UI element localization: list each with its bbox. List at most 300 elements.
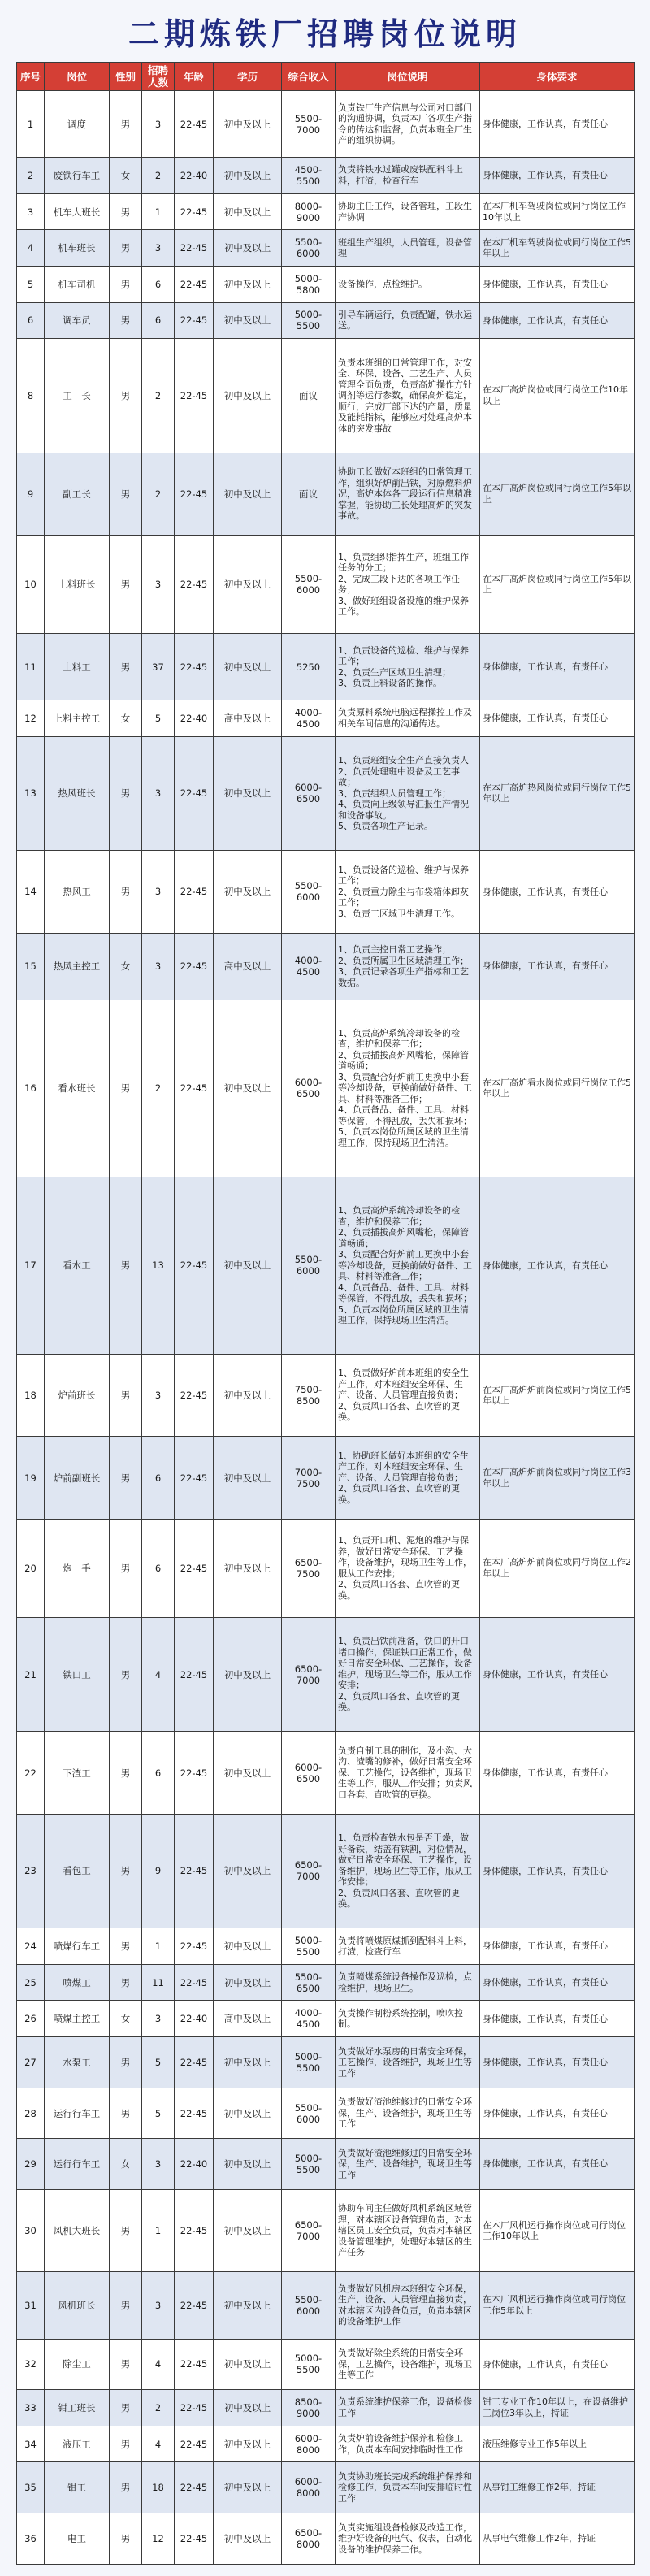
row-gender: 男: [110, 736, 142, 850]
row-description: 负责铁厂生产信息与公司对口部门的沟通协调，负责本厂各项生产指令的传达和监督，负责本班全厂生产的组织协调。: [336, 91, 480, 158]
row-number: 34: [17, 2426, 45, 2462]
row-post: 除尘工: [45, 2339, 110, 2390]
row-income: 5000-5500: [282, 2139, 336, 2190]
row-requirement: 在本厂高炉热风岗位或同行岗位工作5年以上: [480, 736, 635, 850]
row-requirement: 在本厂高炉炉前岗位或同行岗位工作5年以上: [480, 1354, 635, 1437]
table-row: [17, 1519, 635, 1617]
row-requirement: 身体健康，工作认真，有责任心: [480, 1177, 635, 1354]
row-age: 22-45: [175, 2088, 214, 2139]
row-description: 负责本班组的日常管理工作，对安全、环保、设备、工艺生产、人员管理全面负责，负责高炉操作方针调剂等运行参数，确保高炉稳定，顺行，完成厂部下达的产量，质量及能耗指标，能够应对处理高炉本体的突发事故: [336, 339, 480, 453]
row-income: 4000-4500: [282, 700, 336, 737]
row-education: 初中及以上: [214, 1814, 282, 1928]
row-requirement: 身体健康，工作认真，有责任心: [480, 266, 635, 302]
row-post: 机车大班长: [45, 193, 110, 230]
table-row: [17, 700, 635, 737]
row-description: 负责喷煤系统设备操作及巡检，点检维护，现场卫生。: [336, 1964, 480, 2001]
row-gender: 女: [110, 933, 142, 1000]
row-description: 负责实施组设备检修及改造工作，维护好设备的电气、仪表，自动化设备的维护保养工作。: [336, 2513, 480, 2565]
header-gender: 性别: [110, 63, 142, 91]
header-description: 岗位说明: [336, 63, 480, 91]
row-post: 看包工: [45, 1814, 110, 1928]
row-education: 初中及以上: [214, 2088, 282, 2139]
row-count: 2: [142, 339, 175, 453]
row-income: 6000-8000: [282, 2462, 336, 2513]
row-gender: 男: [110, 91, 142, 158]
row-count: 6: [142, 266, 175, 302]
row-number: 4: [17, 230, 45, 267]
row-count: 3: [142, 1354, 175, 1437]
row-gender: 男: [110, 1177, 142, 1354]
table-row: [17, 1964, 635, 2001]
row-requirement: 身体健康，工作认真，有责任心: [480, 851, 635, 934]
row-count: 2: [142, 2390, 175, 2426]
row-age: 22-45: [175, 2426, 214, 2462]
row-post: 上料工: [45, 634, 110, 700]
row-education: 初中及以上: [214, 230, 282, 267]
row-description: 1、负责开口机、泥炮的维护与保养，做好日常安全环保、工艺操作，设备维护，现场卫生等工作，服从工作安排； 2、负责风口各套、直吹管的更换。: [336, 1519, 480, 1617]
row-education: 初中及以上: [214, 1437, 282, 1520]
row-age: 22-45: [175, 851, 214, 934]
table-row: [17, 1354, 635, 1437]
row-requirement: 身体健康，工作认真，有责任心: [480, 1964, 635, 2001]
row-post: 机车班长: [45, 230, 110, 267]
row-number: 30: [17, 2189, 45, 2272]
row-description: 协助主任工作，设备管理，工段生产协调: [336, 193, 480, 230]
page-title: 二期炼铁厂招聘岗位说明: [128, 15, 522, 52]
row-number: 33: [17, 2390, 45, 2426]
row-gender: 男: [110, 302, 142, 339]
row-education: 初中及以上: [214, 2272, 282, 2339]
row-post: 工 长: [45, 339, 110, 453]
row-post: 钳工: [45, 2462, 110, 2513]
row-requirement: 在本厂风机运行操作岗位或同行岗位工作10年以上: [480, 2189, 635, 2272]
row-requirement: 钳工专业工作10年以上，在设备维护工岗位3年以上，持证: [480, 2390, 635, 2426]
row-number: 21: [17, 1617, 45, 1731]
table-row: [17, 2189, 635, 2272]
row-income: 面议: [282, 339, 336, 453]
row-gender: 男: [110, 1732, 142, 1815]
row-education: 初中及以上: [214, 2462, 282, 2513]
table-row: [17, 302, 635, 339]
row-education: 初中及以上: [214, 453, 282, 536]
row-count: 2: [142, 453, 175, 536]
row-gender: 女: [110, 2001, 142, 2037]
row-number: 26: [17, 2001, 45, 2037]
row-requirement: 在本厂高炉岗位或同行岗位工作5年以上: [480, 536, 635, 634]
row-count: 9: [142, 1814, 175, 1928]
table-row: [17, 2390, 635, 2426]
row-number: 28: [17, 2088, 45, 2139]
row-description: 负责做好水泵房的日常安全环保，工艺操作，设备维护，现场卫生等工作: [336, 2037, 480, 2088]
row-education: 初中及以上: [214, 2139, 282, 2190]
row-income: 8500-9000: [282, 2390, 336, 2426]
row-post: 喷煤工: [45, 1964, 110, 2001]
row-age: 22-45: [175, 1928, 214, 1965]
row-age: 22-45: [175, 302, 214, 339]
row-age: 22-45: [175, 1964, 214, 2001]
row-post: 炉前班长: [45, 1354, 110, 1437]
table-row: [17, 933, 635, 1000]
table-row: [17, 339, 635, 453]
row-income: 5000-5800: [282, 266, 336, 302]
row-description: 负责将铁水过罐或废铁配料斗上料，打渣，检查行车: [336, 158, 480, 194]
row-age: 22-45: [175, 453, 214, 536]
row-income: 5500-6000: [282, 536, 336, 634]
row-gender: 男: [110, 1928, 142, 1965]
row-number: 31: [17, 2272, 45, 2339]
table-row: [17, 1928, 635, 1965]
row-number: 13: [17, 736, 45, 850]
row-requirement: 身体健康，工作认真，有责任心: [480, 933, 635, 1000]
table-row: [17, 851, 635, 934]
row-number: 5: [17, 266, 45, 302]
row-gender: 男: [110, 193, 142, 230]
row-income: 6500-7000: [282, 1617, 336, 1731]
row-post: 上料主控工: [45, 700, 110, 737]
row-age: 22-45: [175, 2513, 214, 2565]
row-count: 3: [142, 2272, 175, 2339]
row-requirement: 在本厂高炉炉前岗位或同行岗位工作2年以上: [480, 1519, 635, 1617]
row-post: 下渣工: [45, 1732, 110, 1815]
row-gender: 男: [110, 2513, 142, 2565]
row-education: 初中及以上: [214, 1964, 282, 2001]
row-post: 调车员: [45, 302, 110, 339]
row-post: 风机大班长: [45, 2189, 110, 2272]
row-number: 2: [17, 158, 45, 194]
header-count: 招聘人数: [142, 63, 175, 91]
row-count: 3: [142, 536, 175, 634]
row-gender: 男: [110, 634, 142, 700]
row-gender: 男: [110, 1519, 142, 1617]
row-age: 22-45: [175, 2462, 214, 2513]
row-description: 1、负责高炉系统冷却设备的检查，维护和保养工作； 2、负责插拔高炉风嘴枪，保障管道畅通； 3、负责配合好炉前工更换中小套等冷却设备，更换前做好备件、工具、材料等准备工作； 4、负责备品、备件、工具、材料等保管，不得乱放，丢失和损坏； 5、负责本岗位所属区域的卫生清理工作，保持现场卫生清洁。: [336, 1177, 480, 1354]
row-number: 36: [17, 2513, 45, 2565]
row-number: 32: [17, 2339, 45, 2390]
row-education: 初中及以上: [214, 851, 282, 934]
row-description: 引导车辆运行，负责配罐，铁水运送。: [336, 302, 480, 339]
row-education: 初中及以上: [214, 2339, 282, 2390]
row-count: 5: [142, 2037, 175, 2088]
row-age: 22-45: [175, 1732, 214, 1815]
row-income: 6500-8000: [282, 2513, 336, 2565]
row-post: 炉前副班长: [45, 1437, 110, 1520]
header-no: 序号: [17, 63, 45, 91]
row-age: 22-45: [175, 536, 214, 634]
row-description: 1、负责班组安全生产直接负责人 2、负责处理班中设备及工艺事故； 3、负责组织人员管理工作； 4、负责向上级领导汇报生产情况和设备事故。 5、负责各项生产记录。: [336, 736, 480, 850]
row-education: 初中及以上: [214, 1617, 282, 1731]
row-number: 19: [17, 1437, 45, 1520]
row-requirement: 身体健康，工作认真，有责任心: [480, 91, 635, 158]
table-row: [17, 1732, 635, 1815]
row-count: 5: [142, 700, 175, 737]
table-row: [17, 1814, 635, 1928]
row-education: 高中及以上: [214, 933, 282, 1000]
row-number: 22: [17, 1732, 45, 1815]
table-row: [17, 1617, 635, 1731]
row-requirement: 身体健康，工作认真，有责任心: [480, 1928, 635, 1965]
header-requirement: 身体要求: [480, 63, 635, 91]
row-post: 热风班长: [45, 736, 110, 850]
row-education: 初中及以上: [214, 2513, 282, 2565]
row-age: 22-45: [175, 1617, 214, 1731]
row-gender: 男: [110, 1964, 142, 2001]
row-gender: 男: [110, 1617, 142, 1731]
row-education: 初中及以上: [214, 339, 282, 453]
table-row: [17, 2139, 635, 2190]
row-description: 负责做好除尘系统的日常安全环保，工艺操作，设备维护，现场卫生等工作: [336, 2339, 480, 2390]
row-count: 1: [142, 1928, 175, 1965]
row-description: 负责做好渣池维修过的日常安全环保，生产、设备维护，现场卫生等工作: [336, 2088, 480, 2139]
table-row: [17, 2339, 635, 2390]
row-post: 看水工: [45, 1177, 110, 1354]
row-requirement: 从事钳工维修工作2年，持证: [480, 2462, 635, 2513]
row-requirement: 在本厂高炉看水岗位或同行岗位工作5年以上: [480, 1000, 635, 1177]
header-income: 综合收入: [282, 63, 336, 91]
table-row: [17, 2513, 635, 2565]
row-requirement: 身体健康，工作认真，有责任心: [480, 700, 635, 737]
row-gender: 男: [110, 2272, 142, 2339]
row-gender: 男: [110, 2088, 142, 2139]
table-row: [17, 2037, 635, 2088]
table-row: [17, 1177, 635, 1354]
row-education: 初中及以上: [214, 536, 282, 634]
row-count: 6: [142, 1732, 175, 1815]
row-count: 3: [142, 736, 175, 850]
row-count: 37: [142, 634, 175, 700]
row-income: 5000-5500: [282, 2339, 336, 2390]
row-age: 22-45: [175, 1177, 214, 1354]
row-count: 13: [142, 1177, 175, 1354]
row-number: 35: [17, 2462, 45, 2513]
row-age: 22-45: [175, 2272, 214, 2339]
row-description: 协助车间主任做好风机系统区域管理，对本辖区设备管理负责，对本辖区员工安全负责，负责对本辖区设备管理维护，处理好本辖区的生产任务: [336, 2189, 480, 2272]
row-number: 14: [17, 851, 45, 934]
table-row: [17, 536, 635, 634]
row-age: 22-45: [175, 1519, 214, 1617]
row-post: 水泵工: [45, 2037, 110, 2088]
row-education: 初中及以上: [214, 91, 282, 158]
row-age: 22-45: [175, 933, 214, 1000]
row-count: 4: [142, 2339, 175, 2390]
row-count: 3: [142, 851, 175, 934]
table-row: [17, 2462, 635, 2513]
row-requirement: 身体健康，工作认真，有责任心: [480, 2088, 635, 2139]
row-number: 10: [17, 536, 45, 634]
table-row: [17, 158, 635, 194]
row-income: 5500-7000: [282, 91, 336, 158]
row-number: 24: [17, 1928, 45, 1965]
row-number: 16: [17, 1000, 45, 1177]
row-number: 23: [17, 1814, 45, 1928]
row-description: 负责原料系统电脑远程操控工作及相关车间信息的沟通传达。: [336, 700, 480, 737]
row-age: 22-45: [175, 736, 214, 850]
row-number: 1: [17, 91, 45, 158]
row-education: 初中及以上: [214, 158, 282, 194]
row-description: 班组生产组织，人员管理，设备管理: [336, 230, 480, 267]
row-education: 初中及以上: [214, 1000, 282, 1177]
row-age: 22-40: [175, 2139, 214, 2190]
row-description: 1、负责组织指挥生产，班组工作任务的分工； 2、完成工段下达的各项工作任务； 3、做好班组设备设施的维护保养工作。: [336, 536, 480, 634]
row-requirement: 在本厂风机运行操作岗位或同行岗位工作5年以上: [480, 2272, 635, 2339]
header-post: 岗位: [45, 63, 110, 91]
row-education: 初中及以上: [214, 1519, 282, 1617]
row-count: 3: [142, 2139, 175, 2190]
row-description: 设备操作，点检维护。: [336, 266, 480, 302]
row-gender: 女: [110, 700, 142, 737]
row-post: 喷煤行车工: [45, 1928, 110, 1965]
row-count: 18: [142, 2462, 175, 2513]
row-education: 高中及以上: [214, 700, 282, 737]
row-age: 22-45: [175, 2339, 214, 2390]
row-description: 协助工长做好本班组的日常管理工作，组织好炉前出铁，对原燃料炉况，高炉本体各工段运行信息精准掌握，能协助工长处理高炉的突发事故。: [336, 453, 480, 536]
row-income: 5000-5500: [282, 1928, 336, 1965]
row-count: 2: [142, 1000, 175, 1177]
row-count: 2: [142, 158, 175, 194]
table-body: [17, 91, 635, 2565]
row-income: 6000-6500: [282, 736, 336, 850]
row-income: 6500-7000: [282, 2189, 336, 2272]
row-education: 初中及以上: [214, 1354, 282, 1437]
row-count: 4: [142, 1617, 175, 1731]
row-number: 12: [17, 700, 45, 737]
row-description: 负责系统维护保养工作，设备检修工作: [336, 2390, 480, 2426]
row-description: 负责炉前设备维护保养和检修工作，负责本车间安排临时性工作: [336, 2426, 480, 2462]
row-age: 22-45: [175, 266, 214, 302]
row-age: 22-45: [175, 1814, 214, 1928]
row-count: 6: [142, 1519, 175, 1617]
row-number: 20: [17, 1519, 45, 1617]
row-gender: 男: [110, 851, 142, 934]
row-number: 3: [17, 193, 45, 230]
table-row: [17, 453, 635, 536]
row-gender: 男: [110, 1354, 142, 1437]
row-post: 铁口工: [45, 1617, 110, 1731]
row-education: 初中及以上: [214, 2037, 282, 2088]
header-education: 学历: [214, 63, 282, 91]
row-count: 6: [142, 1437, 175, 1520]
row-number: 9: [17, 453, 45, 536]
table-row: [17, 2088, 635, 2139]
row-requirement: 身体健康，工作认真，有责任心: [480, 1814, 635, 1928]
row-number: 17: [17, 1177, 45, 1354]
row-gender: 女: [110, 2139, 142, 2190]
row-requirement: 液压维修专业工作5年以上: [480, 2426, 635, 2462]
row-education: 高中及以上: [214, 2001, 282, 2037]
row-income: 5250: [282, 634, 336, 700]
row-number: 25: [17, 1964, 45, 2001]
row-requirement: 在本厂机车驾驶岗位或同行岗位工作10年以上: [480, 193, 635, 230]
row-post: 液压工: [45, 2426, 110, 2462]
row-requirement: 身体健康，工作认真，有责任心: [480, 2339, 635, 2390]
row-income: 5500-6000: [282, 2272, 336, 2339]
row-requirement: 身体健康，工作认真，有责任心: [480, 2001, 635, 2037]
row-income: 6000-6500: [282, 1732, 336, 1815]
table-row: [17, 2272, 635, 2339]
row-income: 面议: [282, 453, 336, 536]
row-income: 4000-4500: [282, 933, 336, 1000]
row-gender: 男: [110, 1437, 142, 1520]
row-count: 3: [142, 230, 175, 267]
row-income: 7500-8500: [282, 1354, 336, 1437]
row-age: 22-45: [175, 2037, 214, 2088]
row-number: 18: [17, 1354, 45, 1437]
row-post: 机车司机: [45, 266, 110, 302]
row-age: 22-45: [175, 193, 214, 230]
row-age: 22-45: [175, 634, 214, 700]
row-description: 负责操作制粉系统控制，喷吹控制。: [336, 2001, 480, 2037]
row-age: 22-45: [175, 339, 214, 453]
row-post: 钳工班长: [45, 2390, 110, 2426]
row-income: 8000-9000: [282, 193, 336, 230]
row-count: 3: [142, 2001, 175, 2037]
row-description: 负责将喷煤原煤抓到配料斗上料，打渣，检查行车: [336, 1928, 480, 1965]
row-post: 看水班长: [45, 1000, 110, 1177]
row-count: 1: [142, 193, 175, 230]
row-description: 1、负责设备的巡检、维护与保养工作； 2、负责生产区域卫生清理； 3、负责上料设备的操作。: [336, 634, 480, 700]
row-post: 热风工: [45, 851, 110, 934]
row-number: 6: [17, 302, 45, 339]
row-education: 初中及以上: [214, 193, 282, 230]
row-requirement: 在本厂高炉岗位或同行岗位工作10年以上: [480, 339, 635, 453]
row-income: 5500-6000: [282, 2088, 336, 2139]
row-count: 4: [142, 2426, 175, 2462]
row-gender: 男: [110, 2189, 142, 2272]
row-requirement: 身体健康，工作认真，有责任心: [480, 634, 635, 700]
row-number: 29: [17, 2139, 45, 2190]
row-income: 6000-6500: [282, 1000, 336, 1177]
row-income: 6500-7500: [282, 1519, 336, 1617]
row-number: 15: [17, 933, 45, 1000]
row-education: 初中及以上: [214, 302, 282, 339]
row-education: 初中及以上: [214, 736, 282, 850]
row-post: 调度: [45, 91, 110, 158]
row-education: 初中及以上: [214, 2189, 282, 2272]
row-education: 初中及以上: [214, 1177, 282, 1354]
row-income: 5500-6000: [282, 1177, 336, 1354]
row-income: 5000-5500: [282, 302, 336, 339]
row-number: 8: [17, 339, 45, 453]
table-header: [17, 63, 635, 91]
row-gender: 男: [110, 1000, 142, 1177]
row-description: 1、负责高炉系统冷却设备的检查，维护和保养工作； 2、负责插拔高炉风嘴枪，保障管道畅通； 3、负责配合好炉前工更换中小套等冷却设备，更换前做好备件、工具、材料等准备工作； 4、负责备品、备件、工具、材料等保管，不得乱放，丢失和损坏； 5、负责本岗位所属区域的卫生清理工作，保持现场卫生清洁。: [336, 1000, 480, 1177]
row-requirement: 身体健康，工作认真，有责任心: [480, 302, 635, 339]
row-post: 副工长: [45, 453, 110, 536]
row-income: 4000-4500: [282, 2001, 336, 2037]
row-requirement: 身体健康，工作认真，有责任心: [480, 2037, 635, 2088]
row-income: 5500-6500: [282, 1964, 336, 2001]
row-age: 22-45: [175, 91, 214, 158]
job-table: [16, 62, 635, 2565]
row-gender: 男: [110, 2037, 142, 2088]
row-description: 1、负责出铁前准备，铁口的开口堵口操作，保证铁口正常工作，做好日常安全环保、工艺操作，设备维护，现场卫生等工作，服从工作安排； 2、负责风口各套、直吹管的更换。: [336, 1617, 480, 1731]
row-count: 6: [142, 302, 175, 339]
table-row: [17, 2426, 635, 2462]
table-row: [17, 1437, 635, 1520]
row-age: 22-45: [175, 2189, 214, 2272]
row-count: 11: [142, 1964, 175, 2001]
row-gender: 男: [110, 453, 142, 536]
table-row: [17, 634, 635, 700]
row-gender: 男: [110, 536, 142, 634]
table-row: [17, 1000, 635, 1177]
row-gender: 男: [110, 339, 142, 453]
row-description: 1、负责主控日常工艺操作； 2、负责所属卫生区域清理工作； 3、负责记录各项生产指标和工艺数据。: [336, 933, 480, 1000]
row-age: 22-45: [175, 2390, 214, 2426]
row-post: 废铁行车工: [45, 158, 110, 194]
row-gender: 男: [110, 2390, 142, 2426]
row-age: 22-40: [175, 2001, 214, 2037]
row-requirement: 身体健康，工作认真，有责任心: [480, 2139, 635, 2190]
